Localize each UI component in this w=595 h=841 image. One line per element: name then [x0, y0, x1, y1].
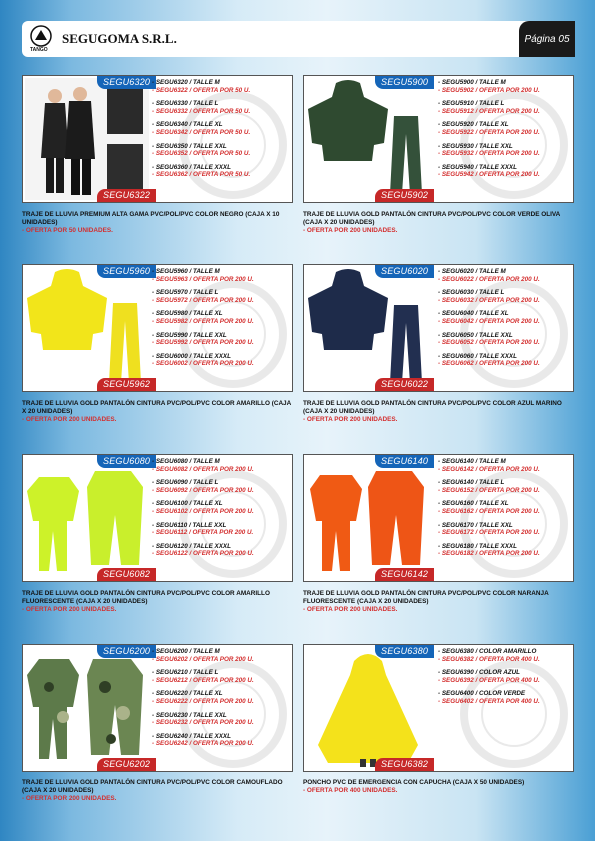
offer-line: - SEGU6212 / OFERTA POR 200 U.: [152, 676, 254, 684]
size-line: - SEGU5910 / TALLE L: [438, 100, 505, 108]
offer-line: - SEGU6102 / OFERTA POR 200 U.: [152, 507, 254, 515]
size-line: - SEGU6110 / TALLE XXL: [152, 521, 227, 529]
product-code-badge: SEGU5960: [97, 265, 156, 278]
offer-text: - OFERTA POR 200 UNIDADES.: [303, 227, 398, 235]
product-code-badge: SEGU6140: [375, 455, 434, 468]
size-line: - SEGU5980 / TALLE XL: [152, 310, 223, 318]
offer-line: - SEGU5932 / OFERTA POR 200 U.: [438, 150, 540, 158]
offer-line: - SEGU6162 / OFERTA POR 200 U.: [438, 507, 540, 515]
size-list: [152, 648, 292, 754]
offer-line: - SEGU5992 / OFERTA POR 200 U.: [152, 339, 254, 347]
size-line: - SEGU5990 / TALLE XXL: [152, 331, 227, 339]
orange-rainsuit-photo: [306, 457, 430, 579]
size-item: [152, 500, 292, 515]
size-item: [438, 543, 578, 558]
size-item: [152, 164, 292, 179]
offer-line: - SEGU5942 / OFERTA POR 200 U.: [438, 171, 540, 179]
offer-line: - SEGU5902 / OFERTA POR 200 U.: [438, 86, 540, 94]
color-item: [438, 690, 578, 705]
size-item: [152, 479, 292, 494]
black-rainsuit-photo: [25, 78, 149, 200]
offer-line: - SEGU6322 / OFERTA POR 50 U.: [152, 86, 251, 94]
size-item: [438, 100, 578, 115]
size-line: - SEGU6230 / TALLE XXL: [152, 711, 227, 719]
size-list: [438, 458, 578, 564]
yellow-rainsuit-photo: [25, 267, 149, 389]
offer-text: - OFERTA POR 200 UNIDADES.: [22, 795, 117, 803]
offer-line: - SEGU5922 / OFERTA POR 200 U.: [438, 128, 540, 136]
offer-text: - OFERTA POR 200 UNIDADES.: [303, 606, 398, 614]
offer-code-badge: SEGU6082: [97, 568, 156, 581]
color-line: - SEGU6380 / COLOR AMARILLO: [438, 648, 537, 655]
size-list: [152, 268, 292, 374]
offer-text: - OFERTA POR 200 UNIDADES.: [22, 416, 117, 424]
size-line: - SEGU5930 / TALLE XXL: [438, 142, 513, 150]
offer-text: - OFERTA POR 200 UNIDADES.: [303, 416, 398, 424]
product-description: [303, 779, 573, 795]
offer-line: - SEGU6142 / OFERTA POR 200 U.: [438, 465, 540, 473]
size-item: [438, 289, 578, 304]
size-list: [152, 79, 292, 185]
offer-line: - SEGU6182 / OFERTA POR 200 U.: [438, 550, 540, 558]
offer-text: - OFERTA POR 200 UNIDADES.: [22, 606, 117, 614]
size-line: - SEGU5970 / TALLE L: [152, 289, 219, 297]
description-text: TRAJE DE LLUVIA PREMIUM ALTA GAMA PVC/POL/PVC COLOR NEGRO (CAJA X 10 UNIDADES): [22, 211, 280, 227]
description-text: PONCHO PVC DE EMERGENCIA CON CAPUCHA (CAJA X 50 UNIDADES): [303, 779, 525, 786]
navy-rainsuit-photo: [306, 267, 430, 389]
product-description: [22, 211, 292, 236]
description-text: TRAJE DE LLUVIA GOLD PANTALÓN CINTURA PVC/POL/PVC COLOR AMARILLO (CAJA X 20 UNIDADES): [22, 400, 291, 416]
product-card: [303, 75, 574, 203]
size-item: [438, 143, 578, 158]
product-description: [303, 400, 573, 425]
offer-code-badge: SEGU5962: [97, 378, 156, 391]
product-card: [303, 264, 574, 392]
size-line: - SEGU6030 / TALLE L: [438, 289, 505, 297]
size-line: - SEGU6170 / TALLE XXL: [438, 521, 513, 529]
product-code-badge: SEGU6380: [375, 645, 434, 658]
offer-text: - OFERTA POR 50 UNIDADES.: [22, 227, 113, 235]
size-item: [438, 500, 578, 515]
size-line: - SEGU5900 / TALLE M: [438, 79, 506, 86]
product-card: [303, 644, 574, 772]
size-line: - SEGU6340 / TALLE XL: [152, 121, 223, 129]
size-line: - SEGU5940 / TALLE XXXL: [438, 163, 517, 171]
offer-line: - SEGU5963 / OFERTA POR 200 U.: [152, 275, 254, 283]
company-name: SEGUGOMA S.R.L.: [62, 31, 177, 46]
size-line: - SEGU6080 / TALLE M: [152, 458, 220, 465]
page-header: [22, 21, 575, 57]
color-line: - SEGU6390 / COLOR AZUL: [438, 669, 520, 677]
offer-line: - SEGU6332 / OFERTA POR 50 U.: [152, 107, 251, 115]
product-description: [22, 779, 292, 804]
size-line: - SEGU6140 / TALLE L: [438, 479, 505, 487]
camouflage-rainsuit-photo: [25, 647, 149, 769]
description-text: TRAJE DE LLUVIA GOLD PANTALÓN CINTURA PVC/POL/PVC COLOR VERDE OLIVA (CAJA X 20 UNIDADES): [303, 211, 561, 227]
fluorescent-yellow-rainsuit-photo: [25, 457, 149, 579]
offer-line: - SEGU6382 / OFERTA POR 400 U.: [438, 655, 540, 663]
offer-line: - SEGU6352 / OFERTA POR 50 U.: [152, 150, 251, 158]
size-list: [438, 268, 578, 374]
size-item: [152, 669, 292, 684]
product-code-badge: SEGU6020: [375, 265, 434, 278]
size-line: - SEGU6020 / TALLE M: [438, 268, 506, 275]
color-item: [438, 648, 578, 663]
size-item: [152, 289, 292, 304]
offer-line: - SEGU6042 / OFERTA POR 200 U.: [438, 317, 540, 325]
size-line: - SEGU6040 / TALLE XL: [438, 310, 509, 318]
description-text: TRAJE DE LLUVIA GOLD PANTALÓN CINTURA PVC/POL/PVC COLOR AZUL MARINO (CAJA X 20 UNIDADES): [303, 400, 562, 416]
product-code-badge: SEGU6320: [97, 76, 156, 89]
size-line: - SEGU6090 / TALLE L: [152, 479, 219, 487]
offer-line: - SEGU6112 / OFERTA POR 200 U.: [152, 529, 254, 537]
size-line: - SEGU6050 / TALLE XXL: [438, 331, 513, 339]
offer-line: - SEGU6122 / OFERTA POR 200 U.: [152, 550, 254, 558]
size-item: [438, 164, 578, 179]
offer-line: - SEGU6242 / OFERTA POR 200 U.: [152, 740, 254, 748]
offer-line: - SEGU6092 / OFERTA POR 200 U.: [152, 486, 254, 494]
offer-line: - SEGU6022 / OFERTA POR 200 U.: [438, 275, 540, 283]
offer-line: - SEGU6392 / OFERTA POR 400 U.: [438, 676, 540, 684]
size-line: - SEGU6180 / TALLE XXXL: [438, 542, 517, 550]
offer-text: - OFERTA POR 400 UNIDADES.: [303, 787, 398, 795]
offer-line: - SEGU5912 / OFERTA POR 200 U.: [438, 107, 540, 115]
size-line: - SEGU6210 / TALLE L: [152, 669, 219, 677]
size-line: - SEGU6350 / TALLE XXL: [152, 142, 227, 150]
size-line: - SEGU6330 / TALLE L: [152, 100, 219, 108]
size-line: - SEGU6100 / TALLE XL: [152, 500, 223, 508]
offer-line: - SEGU5982 / OFERTA POR 200 U.: [152, 317, 254, 325]
offer-line: - SEGU6232 / OFERTA POR 200 U.: [152, 719, 254, 727]
size-item: [152, 310, 292, 325]
size-line: - SEGU6120 / TALLE XXXL: [152, 542, 231, 550]
size-item: [152, 143, 292, 158]
logo-text: TANGO: [30, 47, 48, 53]
size-line: - SEGU5960 / TALLE M: [152, 268, 220, 275]
offer-code-badge: SEGU6022: [375, 378, 434, 391]
size-line: - SEGU6360 / TALLE XXXL: [152, 163, 231, 171]
offer-line: - SEGU6342 / OFERTA POR 50 U.: [152, 128, 251, 136]
size-item: [152, 332, 292, 347]
size-line: - SEGU6320 / TALLE M: [152, 79, 220, 86]
product-card: [303, 454, 574, 582]
offer-line: - SEGU6032 / OFERTA POR 200 U.: [438, 296, 540, 304]
size-line: - SEGU6240 / TALLE XXXL: [152, 732, 231, 740]
page-number: Página 05: [519, 21, 575, 57]
size-item: [152, 648, 292, 663]
yellow-poncho-photo: [306, 647, 430, 769]
offer-line: - SEGU6362 / OFERTA POR 50 U.: [152, 171, 251, 179]
tango-logo-icon: [30, 25, 52, 47]
description-text: TRAJE DE LLUVIA GOLD PANTALÓN CINTURA PVC/POL/PVC COLOR NARANJA FLUORESCENTE (CAJA X 20 UNIDADES): [303, 590, 549, 606]
size-item: [152, 543, 292, 558]
size-line: - SEGU6160 / TALLE XL: [438, 500, 509, 508]
size-item: [438, 522, 578, 537]
product-code-badge: SEGU6080: [97, 455, 156, 468]
size-item: [438, 458, 578, 473]
product-description: [22, 400, 292, 425]
offer-line: - SEGU6402 / OFERTA POR 400 U.: [438, 697, 540, 705]
product-card: [22, 264, 293, 392]
size-line: - SEGU6000 / TALLE XXXL: [152, 352, 231, 360]
description-text: TRAJE DE LLUVIA GOLD PANTALÓN CINTURA PVC/POL/PVC COLOR AMARILLO FLUORESCENTE (CAJA X 20 UNIDADES): [22, 590, 270, 606]
offer-line: - SEGU6062 / OFERTA POR 200 U.: [438, 360, 540, 368]
offer-code-badge: SEGU6322: [97, 189, 156, 202]
size-item: [438, 121, 578, 136]
size-item: [438, 79, 578, 94]
product-code-badge: SEGU6200: [97, 645, 156, 658]
offer-line: - SEGU5972 / OFERTA POR 200 U.: [152, 296, 254, 304]
offer-line: - SEGU6202 / OFERTA POR 200 U.: [152, 655, 254, 663]
size-item: [152, 353, 292, 368]
offer-code-badge: SEGU6202: [97, 758, 156, 771]
offer-line: - SEGU6002 / OFERTA POR 200 U.: [152, 360, 254, 368]
size-item: [438, 479, 578, 494]
size-line: - SEGU6200 / TALLE M: [152, 648, 220, 655]
product-card: [22, 75, 293, 203]
size-item: [438, 268, 578, 283]
size-item: [438, 332, 578, 347]
product-code-badge: SEGU5900: [375, 76, 434, 89]
offer-line: - SEGU6172 / OFERTA POR 200 U.: [438, 529, 540, 537]
size-list: [152, 458, 292, 564]
offer-code-badge: SEGU6382: [375, 758, 434, 771]
size-item: [152, 79, 292, 94]
product-description: [22, 590, 292, 615]
offer-line: - SEGU6052 / OFERTA POR 200 U.: [438, 339, 540, 347]
size-line: - SEGU6060 / TALLE XXXL: [438, 352, 517, 360]
product-description: [303, 211, 573, 236]
size-item: [438, 353, 578, 368]
size-item: [152, 458, 292, 473]
offer-code-badge: SEGU5902: [375, 189, 434, 202]
description-text: TRAJE DE LLUVIA GOLD PANTALÓN CINTURA PVC/POL/PVC COLOR CAMOUFLADO (CAJA X 20 UNIDADES): [22, 779, 283, 795]
offer-line: - SEGU6152 / OFERTA POR 200 U.: [438, 486, 540, 494]
size-item: [152, 712, 292, 727]
size-item: [152, 100, 292, 115]
size-item: [152, 522, 292, 537]
size-item: [152, 733, 292, 748]
offer-line: - SEGU6082 / OFERTA POR 200 U.: [152, 465, 254, 473]
size-item: [152, 268, 292, 283]
size-line: - SEGU5920 / TALLE XL: [438, 121, 509, 129]
olive-rainsuit-photo: [306, 78, 430, 200]
offer-line: - SEGU6222 / OFERTA POR 200 U.: [152, 697, 254, 705]
product-description: [303, 590, 573, 615]
color-list: [438, 648, 578, 712]
offer-code-badge: SEGU6142: [375, 568, 434, 581]
size-item: [438, 310, 578, 325]
size-item: [152, 121, 292, 136]
product-card: [22, 454, 293, 582]
color-line: - SEGU6400 / COLOR VERDE: [438, 690, 526, 698]
size-line: - SEGU6220 / TALLE XL: [152, 690, 223, 698]
product-card: [22, 644, 293, 772]
size-list: [438, 79, 578, 185]
size-item: [152, 690, 292, 705]
size-line: - SEGU6140 / TALLE M: [438, 458, 506, 465]
color-item: [438, 669, 578, 684]
